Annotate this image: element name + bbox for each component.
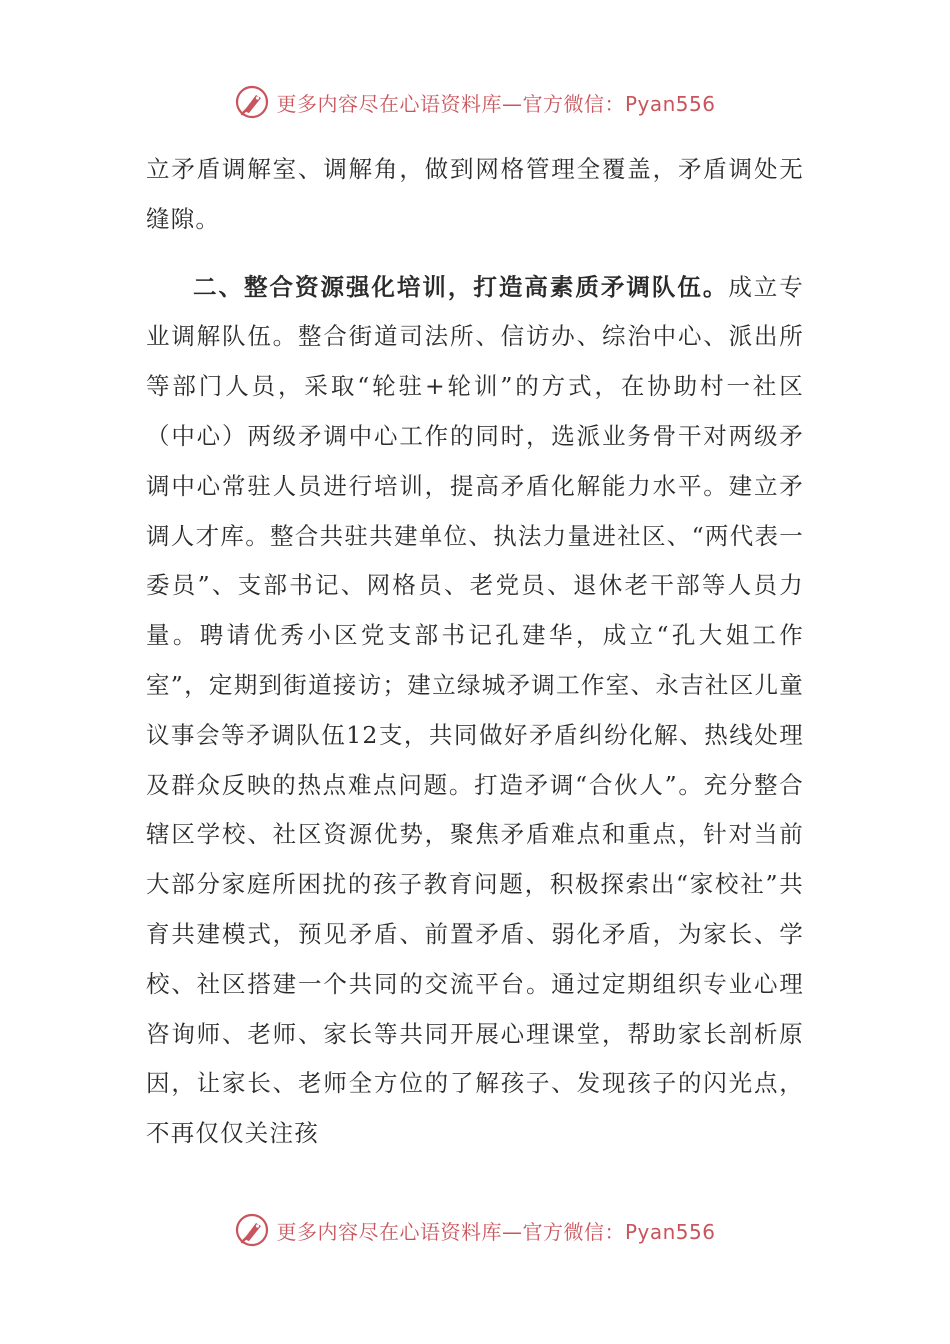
footer-watermark-banner xyxy=(0,1208,950,1252)
document-body xyxy=(146,145,804,1159)
pen-nib-logo-icon xyxy=(234,84,270,120)
section-two-heading: 二、整合资源强化培训，打造高素质矛调队伍。 xyxy=(193,272,729,301)
section-two-text: 成立专业调解队伍。整合街道司法所、信访办、综治中心、派出所等部门人员，采取“轮驻+轮训”的方式，在协助村一社区（中心）两级矛调中心工作的同时，选派业务骨干对两级矛调中心常驻人员进行培训，提高矛盾化解能力水平。建立矛调人才库。整合共驻共建单位、执法力量进社区、“两代表一委员”、支部书记、网格员、老党员、退休老干部等人员力量。聘请优秀小区党支部书记孔建华，成立“孔大姐工作室”，定期到街道接访；建立绿城矛调工作室、永吉社区儿童议事会等矛调队伍12支，共同做好矛盾纠纷化解、热线处理及群众反映的热点难点问题。打造矛调“合伙人”。充分整合辖区学校、社区资源优势，聚焦矛盾难点和重点，针对当前大部分家庭所困扰的孩子教育问题，积极探索出“家校社”共育共建模式，预见矛盾、前置矛盾、弱化矛盾，为家长、学校、社区搭建一个共同的交流平台。通过定期组织专业心理咨询师、老师、家长等共同开展心理课堂，帮助家长剖析原因，让家长、老师全方位的了解孩子、发现孩子的闪光点，不再仅仅关注孩 xyxy=(146,272,804,1148)
header-banner-text: 更多内容尽在心语资料库—官方微信：Pyan556 xyxy=(276,91,716,116)
paragraph-section-two xyxy=(146,263,804,1159)
pen-nib-logo-icon xyxy=(234,1212,270,1248)
footer-banner-text: 更多内容尽在心语资料库—官方微信：Pyan556 xyxy=(276,1219,716,1244)
paragraph-continuation: 立矛盾调解室、调解角，做到网格管理全覆盖，矛盾调处无缝隙。 xyxy=(146,155,804,233)
header-watermark-banner xyxy=(0,80,950,124)
